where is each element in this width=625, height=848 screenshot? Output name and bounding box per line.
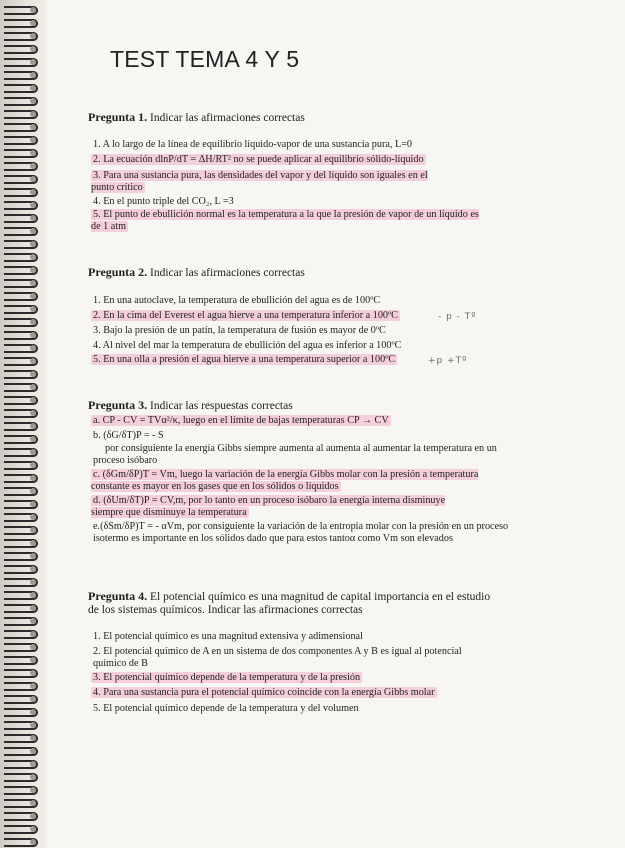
q4-statement-3: 3. El potencial químico depende de la temperatura y de la presión (93, 672, 361, 683)
question-4-heading (88, 590, 498, 617)
binding-hole (30, 189, 36, 195)
binding-hole (30, 423, 36, 429)
binding-hole (30, 176, 36, 182)
q2-statement-3: 3. Bajo la presión de un patín, la temperatura de fusión es mayor de 0ºC (93, 325, 386, 336)
question-3-number: Pregunta 3. (88, 398, 148, 412)
binding-hole (30, 228, 36, 234)
binding-hole (30, 332, 36, 338)
question-3-instruction: Indicar las respuestas correctas (149, 400, 293, 412)
binding-hole (30, 345, 36, 351)
binding-hole (30, 787, 36, 793)
binding-hole (30, 826, 36, 832)
binding-hole (30, 7, 36, 13)
binding-hole (30, 540, 36, 546)
binding-hole (30, 111, 36, 117)
binding-hole (30, 20, 36, 26)
q2-handwritten-note-5: +p +Tº (428, 356, 468, 366)
binding-hole (30, 397, 36, 403)
binding-hole (30, 761, 36, 767)
binding-hole (30, 475, 36, 481)
spiral-binding (0, 0, 46, 848)
binding-hole (30, 696, 36, 702)
binding-hole (30, 605, 36, 611)
binding-hole (30, 98, 36, 104)
binding-hole (30, 553, 36, 559)
binding-hole (30, 163, 36, 169)
q3-option-c: c. (δGm/δP)T = Vm, luego la variación de la energía Gibbs molar con la presión a temperatura constante es mayor en los gases que en los sólidos o líquidos (91, 469, 479, 492)
binding-hole (30, 514, 36, 520)
binding-hole (30, 683, 36, 689)
question-2-instruction: Indicar las afirmaciones correctas (149, 267, 305, 279)
q2-statement-4: 4. Al nivel del mar la temperatura de ebullición del agua es inferior a 100ºC (93, 340, 402, 351)
q3-option-b-text: por consiguiente la energía Gibbs siempre aumenta al aumenta al aumentar la temperatura en un proceso isóbaro (93, 443, 497, 466)
q4-statement-5: 5. El potencial químico depende de la temperatura y del volumen (93, 703, 359, 714)
q3-option-b-formula: b. (δG/δT)P = - S (93, 430, 164, 441)
binding-hole (30, 267, 36, 273)
q1-statement-2: 2. La ecuación dlnP/dT = ΔH/RT² no se puede aplicar al equilibrio sólido-líquido (93, 154, 424, 165)
binding-hole (30, 644, 36, 650)
question-1-heading (88, 110, 305, 125)
binding-hole (30, 592, 36, 598)
binding-hole (30, 774, 36, 780)
binding-hole (30, 709, 36, 715)
q1-statement-1: 1. A lo largo de la línea de equilibrio líquido-vapor de una sustancia pura, L=0 (93, 139, 413, 150)
question-2-number: Pregunta 2. (88, 265, 148, 279)
q2-handwritten-note-2: - p - Tº (438, 312, 477, 322)
binding-hole (30, 72, 36, 78)
binding-hole (30, 722, 36, 728)
binding-hole (30, 813, 36, 819)
binding-hole (30, 150, 36, 156)
binding-hole (30, 462, 36, 468)
binding-hole (30, 384, 36, 390)
question-4-number: Pregunta 4. (88, 589, 148, 603)
binding-hole (30, 280, 36, 286)
binding-hole (30, 215, 36, 221)
binding-hole (30, 436, 36, 442)
binding-hole (30, 371, 36, 377)
binding-hole (30, 527, 36, 533)
binding-hole (30, 748, 36, 754)
binding-hole (30, 579, 36, 585)
q3-option-d: d. (δUm/δT)P = CV,m, por lo tanto en un proceso isóbaro la energía interna disminuye siempre que disminuye la temperatura (91, 495, 446, 518)
question-1-number: Pregunta 1. (88, 110, 148, 124)
binding-hole (30, 306, 36, 312)
q1-statement-4: 4. En el punto triple del CO₂, L =3 (93, 196, 234, 207)
binding-hole (30, 670, 36, 676)
binding-hole (30, 358, 36, 364)
binding-hole (30, 501, 36, 507)
binding-hole (30, 319, 36, 325)
q4-statement-4: 4. Para una sustancia pura el potencial químico coincide con la energía Gibbs molar (93, 687, 435, 698)
binding-hole (30, 33, 36, 39)
binding-hole (30, 59, 36, 65)
binding-hole (30, 410, 36, 416)
binding-hole (30, 566, 36, 572)
q2-statement-2: 2. En la cima del Everest el agua hierve a una temperatura inferior a 100ºC (93, 310, 398, 321)
question-3-heading (88, 398, 293, 413)
binding-hole (30, 800, 36, 806)
binding-hole (30, 85, 36, 91)
question-4-instruction: El potencial químico es una magnitud de capital importancia en el estudio de los sistemas químicos. Indicar las afirmaciones correctas (88, 591, 491, 616)
question-1-instruction: Indicar las afirmaciones correctas (149, 112, 305, 124)
binding-hole (30, 618, 36, 624)
binding-hole (30, 735, 36, 741)
page-title: TEST TEMA 4 Y 5 (110, 46, 300, 72)
q1-statement-5: 5. El punto de ebullición normal es la temperatura a la que la presión de vapor de un líquido es de 1 atm (91, 209, 479, 232)
question-2-heading (88, 265, 305, 280)
q3-option-e: e.(δSm/δP)T = - αVm, por consiguiente la variación de la entropía molar con la presión en un proceso isotermo es importante en los sólidos dado que para estos tantoα como Vm son elevados (93, 521, 509, 544)
binding-hole (30, 293, 36, 299)
binding-hole (30, 449, 36, 455)
binding-hole (30, 202, 36, 208)
q2-statement-1: 1. En una autoclave, la temperatura de ebullición del agua es de 100ºC (93, 295, 381, 306)
binding-hole (30, 46, 36, 52)
binding-hole (30, 839, 36, 845)
q4-statement-1: 1. El potencial químico es una magnitud extensiva y adimensional (93, 631, 363, 642)
q2-statement-5: 5. En una olla a presión el agua hierve a una temperatura superior a 100ºC (93, 354, 396, 365)
q3-option-a: a. CP - CV = TVα²/κ, luego en el límite de bajas temperaturas CP → CV (93, 415, 389, 426)
binding-hole (30, 631, 36, 637)
binding-hole (30, 488, 36, 494)
q4-statement-2: 2. El potencial químico de A en un sistema de dos componentes A y B es igual al potencial químico de B (93, 646, 462, 669)
binding-hole (30, 657, 36, 663)
q1-statement-3: 3. Para una sustancia pura, las densidades del vapor y del líquido son iguales en el punto crítico (91, 170, 428, 193)
binding-hole (30, 241, 36, 247)
binding-hole (30, 124, 36, 130)
binding-hole (30, 137, 36, 143)
binding-hole (30, 254, 36, 260)
